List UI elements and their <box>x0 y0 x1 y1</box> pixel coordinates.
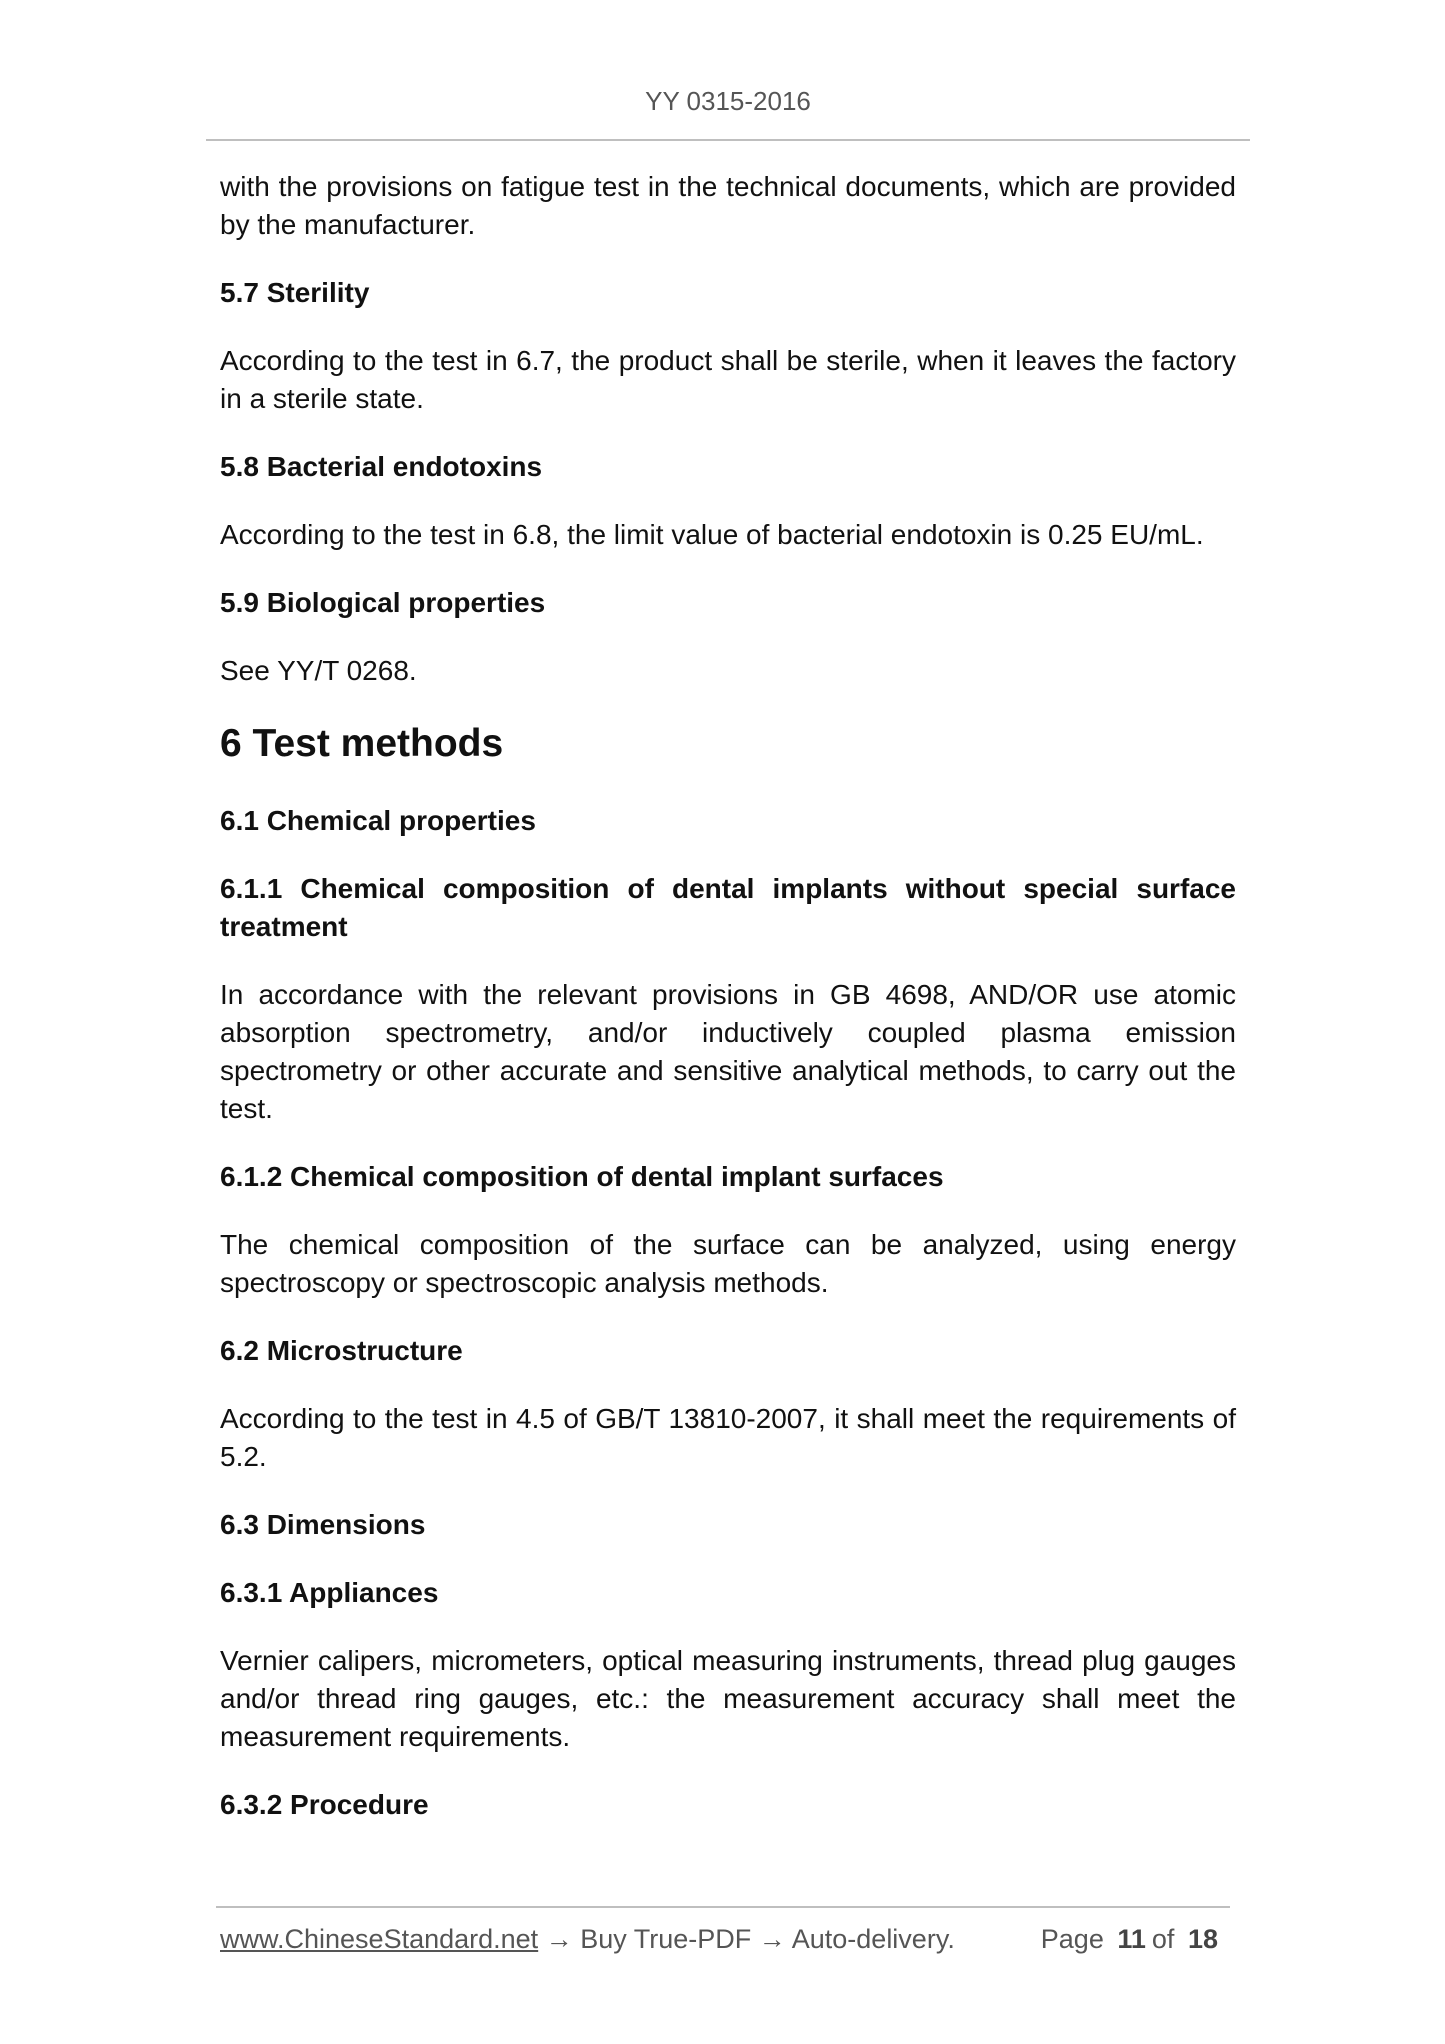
section-6-3-1-text: Vernier calipers, micrometers, optical measuring instruments, thread plug gauges and/or thread ring gauges, etc.: the measurement accuracy shall meet the measurement requirements. <box>220 1645 1236 1752</box>
page-label: Page <box>1040 1924 1104 1954</box>
page-footer <box>220 1924 1230 1955</box>
section-6-3-heading: 6.3 Dimensions <box>220 1509 426 1540</box>
page-number <box>1041 1924 1224 1955</box>
footer-divider <box>216 1906 1230 1908</box>
section-6-1-1-heading: 6.1.1 Chemical composition of dental implants without special surface treatment <box>220 873 1236 942</box>
section-6-1-heading: 6.1 Chemical properties <box>220 805 536 836</box>
section-6-heading: 6 Test methods <box>220 722 504 765</box>
section-5-7-text: According to the test in 6.7, the product shall be sterile, when it leaves the factory in a sterile state. <box>220 345 1236 414</box>
section-5-7-heading: 5.7 Sterility <box>220 277 370 308</box>
section-5-8-heading: 5.8 Bacterial endotoxins <box>220 451 543 482</box>
total-pages: 18 <box>1187 1924 1218 1954</box>
continued-paragraph: with the provisions on fatigue test in the technical documents, which are provided by the manufacturer. <box>220 171 1236 240</box>
site-link[interactable]: www.ChineseStandard.net <box>220 1924 539 1954</box>
section-6-1-1-text: In accordance with the relevant provisions in GB 4698, AND/OR use atomic absorption spectrometry, and/or inductively coupled plasma emission spectrometry or other accurate and sensitive analytical methods, to carry out the test. <box>220 979 1236 1124</box>
section-6-1-2-heading: 6.1.2 Chemical composition of dental implant surfaces <box>220 1161 944 1192</box>
promo-text: → Buy True-PDF → Auto-delivery. <box>538 1924 955 1954</box>
document-body <box>220 168 1236 1854</box>
section-6-2-text: According to the test in 4.5 of GB/T 13810-2007, it shall meet the requirements of 5.2. <box>220 1403 1236 1472</box>
section-6-3-2-heading: 6.3.2 Procedure <box>220 1789 429 1820</box>
document-code-header: YY 0315-2016 <box>645 86 811 116</box>
section-5-9-text: See YY/T 0268. <box>220 655 417 686</box>
section-6-1-2-text: The chemical composition of the surface can be analyzed, using energy spectroscopy or spectroscopic analysis methods. <box>220 1229 1236 1298</box>
section-6-2-heading: 6.2 Microstructure <box>220 1335 463 1366</box>
section-5-8-text: According to the test in 6.8, the limit value of bacterial endotoxin is 0.25 EU/mL. <box>220 519 1204 550</box>
section-5-9-heading: 5.9 Biological properties <box>220 587 546 618</box>
page-of-label: of <box>1151 1924 1175 1954</box>
header-divider <box>206 139 1250 141</box>
current-page: 11 <box>1117 1924 1146 1954</box>
section-6-3-1-heading: 6.3.1 Appliances <box>220 1577 439 1608</box>
